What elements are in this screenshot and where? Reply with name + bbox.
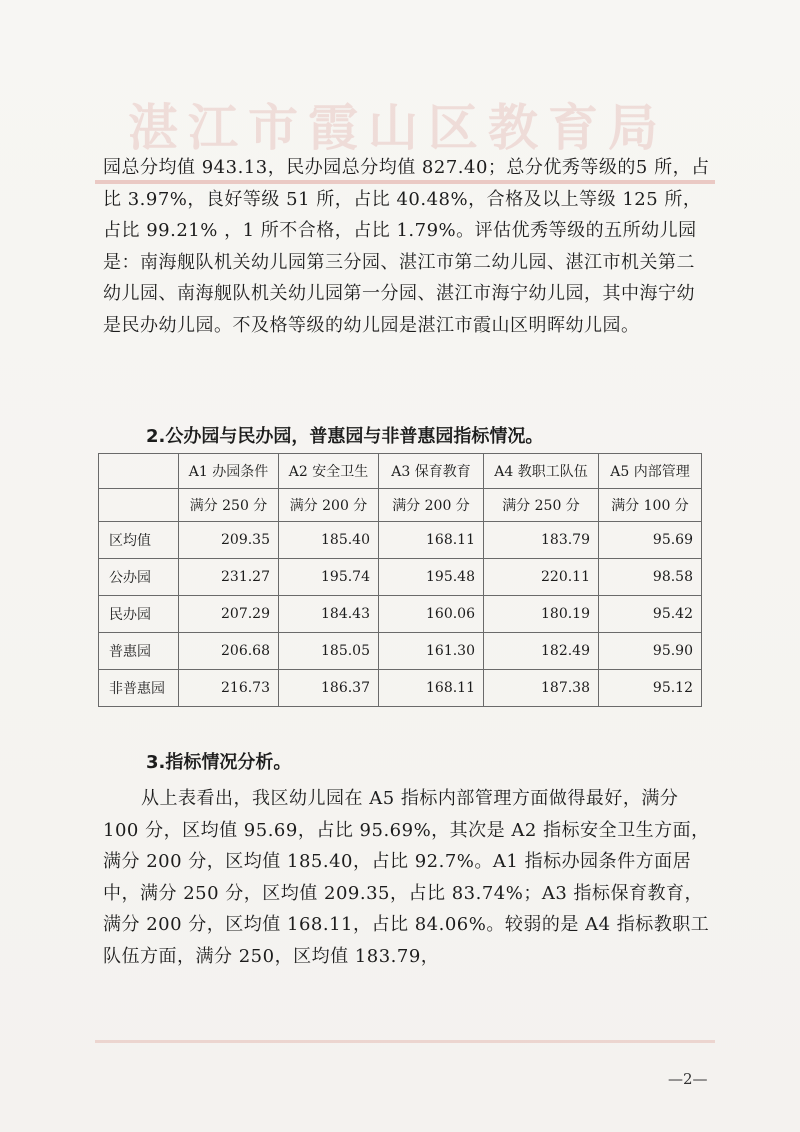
table-cell: 98.58: [599, 559, 702, 596]
table-max-score-row: [99, 489, 702, 522]
table-cell: 182.49: [484, 633, 599, 670]
section-heading-3: 3.指标情况分析。: [146, 752, 292, 773]
footer-red-rule: [95, 1040, 715, 1043]
max-score-cell: 满分 250 分: [484, 489, 599, 522]
table-cell: 168.11: [379, 522, 484, 559]
table-cell: 160.06: [379, 596, 484, 633]
table-cell: 183.79: [484, 522, 599, 559]
table-cell: 95.12: [599, 670, 702, 707]
section-heading-2: 2.公办园与民办园，普惠园与非普惠园指标情况。: [146, 426, 544, 447]
column-header: A1 办园条件: [179, 454, 279, 489]
paragraph-analysis-text: 从上表看出，我区幼儿园在 A5 指标内部管理方面做得最好，满分 100 分，区均值 95.69，占比 95.69%，其次是 A2 指标安全卫生方面，满分 200 分，区均值 185.40，占比 92.7%。A1 指标办园条件方面居中，满分 250 分，区均值 209.35，占比 83.74%；A3 指标保育教育，满分 200 分，区均值 168.11，占比 84.06%。较弱的是 A4 指标教职工队伍方面，满分 250，区均值 183.79，: [103, 788, 710, 967]
table-cell: 206.68: [179, 633, 279, 670]
column-header: A4 教职工队伍: [484, 454, 599, 489]
table-cell: 195.48: [379, 559, 484, 596]
table-cell: 209.35: [179, 522, 279, 559]
row-label: 非普惠园: [99, 670, 179, 707]
table-corner-cell: [99, 489, 179, 522]
column-header: A3 保育教育: [379, 454, 484, 489]
table-cell: 216.73: [179, 670, 279, 707]
table-cell: 180.19: [484, 596, 599, 633]
max-score-cell: 满分 200 分: [279, 489, 379, 522]
table-cell: 168.11: [379, 670, 484, 707]
table-cell: 95.42: [599, 596, 702, 633]
table-row: [99, 522, 702, 559]
page-number: —2—: [668, 1070, 708, 1088]
max-score-cell: 满分 100 分: [599, 489, 702, 522]
table-cell: 161.30: [379, 633, 484, 670]
table-cell: 95.69: [599, 522, 702, 559]
column-header: A2 安全卫生: [279, 454, 379, 489]
row-label: 普惠园: [99, 633, 179, 670]
max-score-cell: 满分 200 分: [379, 489, 484, 522]
table-cell: 187.38: [484, 670, 599, 707]
table-corner-cell: [99, 454, 179, 489]
row-label: 民办园: [99, 596, 179, 633]
row-label: 公办园: [99, 559, 179, 596]
table-cell: 185.05: [279, 633, 379, 670]
table-cell: 220.11: [484, 559, 599, 596]
table-cell: 231.27: [179, 559, 279, 596]
table-row: [99, 670, 702, 707]
indicator-table: [98, 453, 702, 707]
table-header-row: [99, 454, 702, 489]
row-label: 区均值: [99, 522, 179, 559]
column-header: A5 内部管理: [599, 454, 702, 489]
table-cell: 186.37: [279, 670, 379, 707]
table-cell: 185.40: [279, 522, 379, 559]
letterhead-show-through: 湛江市霞山区教育局: [128, 98, 668, 157]
table-row: [99, 596, 702, 633]
table-cell: 207.29: [179, 596, 279, 633]
paragraph-indicator-analysis: [103, 783, 713, 972]
table-row: [99, 633, 702, 670]
paragraph-evaluation-summary: 园总分均值 943.13，民办园总分均值 827.40；总分优秀等级的5 所，占比 3.97%，良好等级 51 所，占比 40.48%，合格及以上等级 125 所，占比 99.21% ，1 所不合格，占比 1.79%。评估优秀等级的五所幼儿园是：南海舰队机关幼儿园第三分园、湛江市第二幼儿园、湛江市机关第二幼儿园、南海舰队机关幼儿园第一分园、湛江市海宁幼儿园，其中海宁幼是民办幼儿园。不及格等级的幼儿园是湛江市霞山区明晖幼儿园。: [103, 157, 710, 336]
table-row: [99, 559, 702, 596]
max-score-cell: 满分 250 分: [179, 489, 279, 522]
table-cell: 184.43: [279, 596, 379, 633]
table-cell: 95.90: [599, 633, 702, 670]
table-cell: 195.74: [279, 559, 379, 596]
